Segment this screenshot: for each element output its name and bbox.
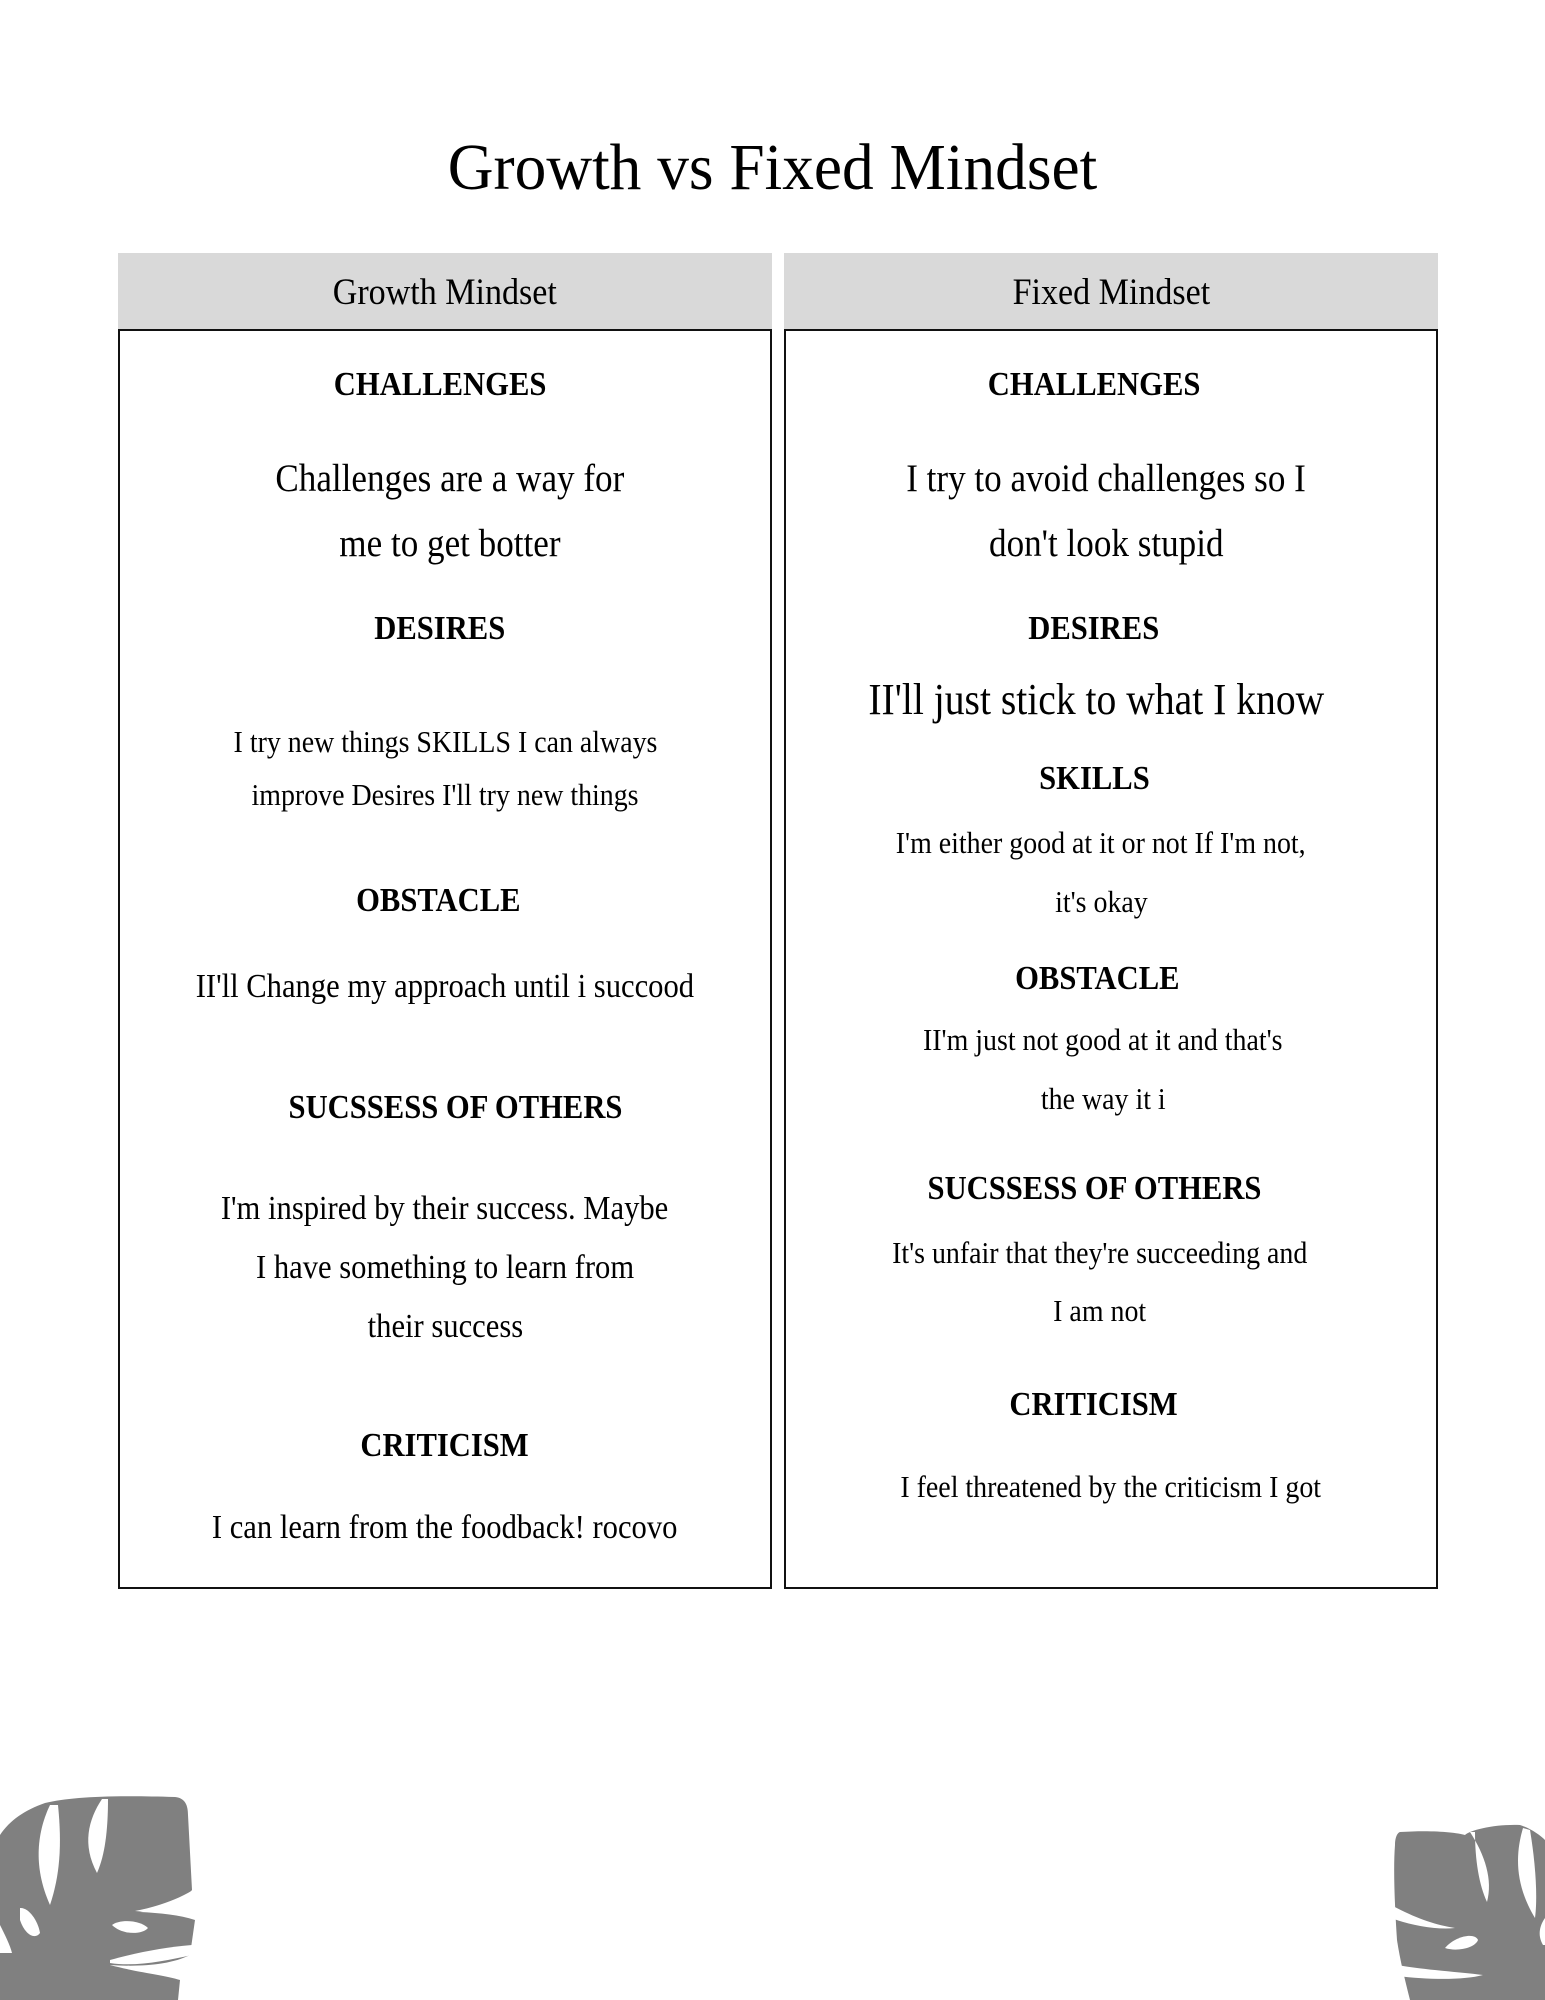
fixed-obstacle-text-line-2: the way it i: [1040, 1081, 1166, 1116]
fixed-desires-heading: DESIRES: [1028, 610, 1160, 647]
fixed-mindset-header-label: Fixed Mindset: [1012, 272, 1210, 313]
fixed-desires-text: II'll just stick to what I know: [868, 675, 1324, 724]
growth-challenges-heading: CHALLENGES: [333, 366, 547, 403]
growth-challenges-text-line-2: me to get botter: [339, 522, 561, 565]
growth-desires-heading: DESIRES: [374, 610, 506, 647]
growth-obstacle-heading: OBSTACLE: [355, 882, 521, 919]
growth-criticism-text: I can learn from the foodback! rocovo: [212, 1509, 678, 1546]
growth-mindset-header: [118, 253, 772, 329]
fixed-criticism-text: I feel threatened by the criticism I got: [900, 1469, 1322, 1504]
fixed-mindset-header: [784, 253, 1438, 329]
fixed-success-of-others-text-line-2: I am not: [1053, 1293, 1147, 1328]
growth-success-of-others-text-line-1: I'm inspired by their success. Maybe: [221, 1190, 669, 1227]
growth-challenges-text-line-1: Challenges are a way for: [275, 457, 625, 500]
page-title: Growth vs Fixed Mindset: [447, 131, 1098, 204]
growth-success-of-others-text-line-2: I have something to learn from: [255, 1249, 635, 1286]
fixed-mindset-column: [784, 329, 1438, 1589]
fixed-skills-text-line-1: I'm either good at it or not If I'm not,: [896, 825, 1306, 860]
fixed-obstacle-heading: OBSTACLE: [1014, 960, 1180, 997]
growth-criticism-heading: CRITICISM: [360, 1427, 530, 1464]
monstera-leaf-icon-right: [1375, 1800, 1545, 2000]
fixed-skills-heading: SKILLS: [1038, 760, 1150, 797]
growth-mindset-column: [118, 329, 772, 1589]
fixed-skills-text-line-2: it's okay: [1054, 884, 1148, 919]
fixed-challenges-text-line-1: I try to avoid challenges so I: [906, 457, 1306, 500]
fixed-success-of-others-text-line-1: It's unfair that they're succeeding and: [892, 1235, 1308, 1270]
fixed-challenges-heading: CHALLENGES: [987, 366, 1201, 403]
fixed-obstacle-text-line-1: II'm just not good at it and that's: [923, 1022, 1283, 1057]
fixed-success-of-others-heading: SUCSSESS OF OTHERS: [927, 1170, 1261, 1207]
growth-success-of-others-text-line-3: their success: [367, 1308, 523, 1345]
fixed-challenges-text-line-2: don't look stupid: [988, 522, 1224, 565]
growth-obstacle-text: II'll Change my approach until i succood: [195, 968, 695, 1005]
monstera-leaf-icon-left: [0, 1795, 200, 2000]
growth-desires-text-line-2: improve Desires I'll try new things: [251, 777, 639, 812]
growth-mindset-header-label: Growth Mindset: [332, 272, 558, 313]
growth-success-of-others-heading: SUCSSESS OF OTHERS: [288, 1089, 622, 1126]
growth-desires-text-line-1: I try new things SKILLS I can always: [233, 724, 657, 759]
fixed-criticism-heading: CRITICISM: [1009, 1386, 1179, 1423]
